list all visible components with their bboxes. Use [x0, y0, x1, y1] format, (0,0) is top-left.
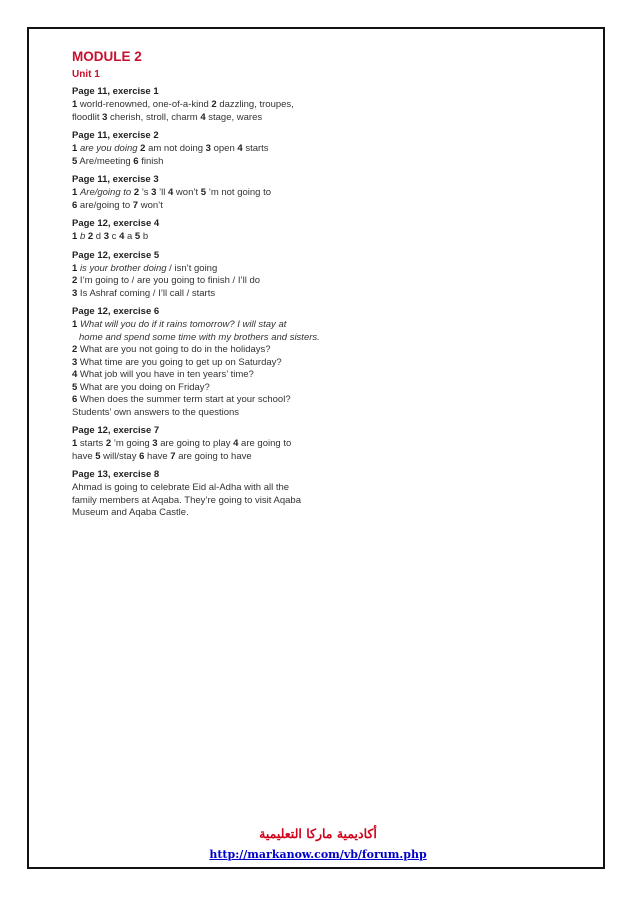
exercise-heading: Page 11, exercise 3 [72, 174, 159, 185]
answer-line: 5 Are/meeting 6 finish [72, 155, 164, 167]
exercise-section [72, 425, 342, 463]
answer-line: Museum and Aqaba Castle. [72, 507, 189, 518]
exercise-list [72, 86, 342, 520]
exercise-heading: Page 12, exercise 4 [72, 218, 160, 229]
exercise-section [72, 130, 342, 168]
exercise-heading: Page 13, exercise 8 [72, 469, 160, 480]
answer-line: 1 world-renowned, one-of-a-kind 2 dazzling, troupes, [72, 99, 294, 110]
exercise-heading: Page 11, exercise 2 [72, 130, 159, 141]
exercise-section [72, 174, 342, 212]
exercise-section [72, 218, 342, 244]
exercise-heading: Page 12, exercise 7 [72, 425, 160, 436]
answer-line: 3 What time are you going to get up on Saturday? [72, 356, 282, 368]
answer-line: 1 b 2 d 3 c 4 a 5 b [72, 231, 149, 242]
answer-key [72, 50, 342, 526]
footer-forum-link[interactable]: http://markanow.com/vb/forum.php [209, 848, 427, 861]
exercise-heading: Page 12, exercise 6 [72, 306, 160, 317]
answer-line: 1 are you doing 2 am not doing 3 open 4 starts [72, 143, 269, 154]
exercise-section [72, 250, 342, 301]
exercise-section [72, 86, 342, 124]
exercise-section [72, 469, 342, 520]
unit-title: Unit 1 [72, 69, 100, 80]
module-title: MODULE 2 [72, 49, 142, 64]
exercise-section [72, 306, 342, 419]
answer-line: 2 What are you not going to do in the holidays? [72, 344, 271, 355]
answer-line: 1 What will you do if it rains tomorrow? I will stay at [72, 319, 287, 330]
answer-line: 5 What are you doing on Friday? [72, 381, 210, 393]
answer-line: Students’ own answers to the questions [72, 406, 240, 418]
footer-academy-name: أكاديمية ماركا التعليمية [259, 826, 377, 841]
answer-line: 1 is your brother doing / isn’t going [72, 262, 218, 274]
answer-line: 6 When does the summer term start at your school? [72, 394, 291, 405]
answer-line: have 5 will/stay 6 have 7 are going to have [72, 450, 252, 462]
answer-line: family members at Aqaba. They’re going to visit Aqaba [72, 494, 302, 506]
answer-line: 6 are/going to 7 won’t [72, 199, 163, 211]
answer-line: floodlit 3 cherish, stroll, charm 4 stage, wares [72, 111, 263, 123]
answer-line: 4 What job will you have in ten years’ time? [72, 369, 254, 380]
answer-line: 1 starts 2 ’m going 3 are going to play 4 are going to [72, 438, 292, 449]
answer-line: 1 Are/going to 2 ’s 3 ’ll 4 won’t 5 ’m not going to [72, 187, 272, 198]
exercise-heading: Page 11, exercise 1 [72, 86, 159, 97]
exercise-heading: Page 12, exercise 5 [72, 249, 160, 261]
answer-line: 2 I’m going to / are you going to finish / I’ll do [72, 275, 261, 286]
answer-line: home and spend some time with my brothers and sisters. [79, 331, 320, 343]
answer-line: Ahmad is going to celebrate Eid al-Adha with all the [72, 482, 290, 493]
answer-line: 3 Is Ashraf coming / I’ll call / starts [72, 287, 216, 299]
